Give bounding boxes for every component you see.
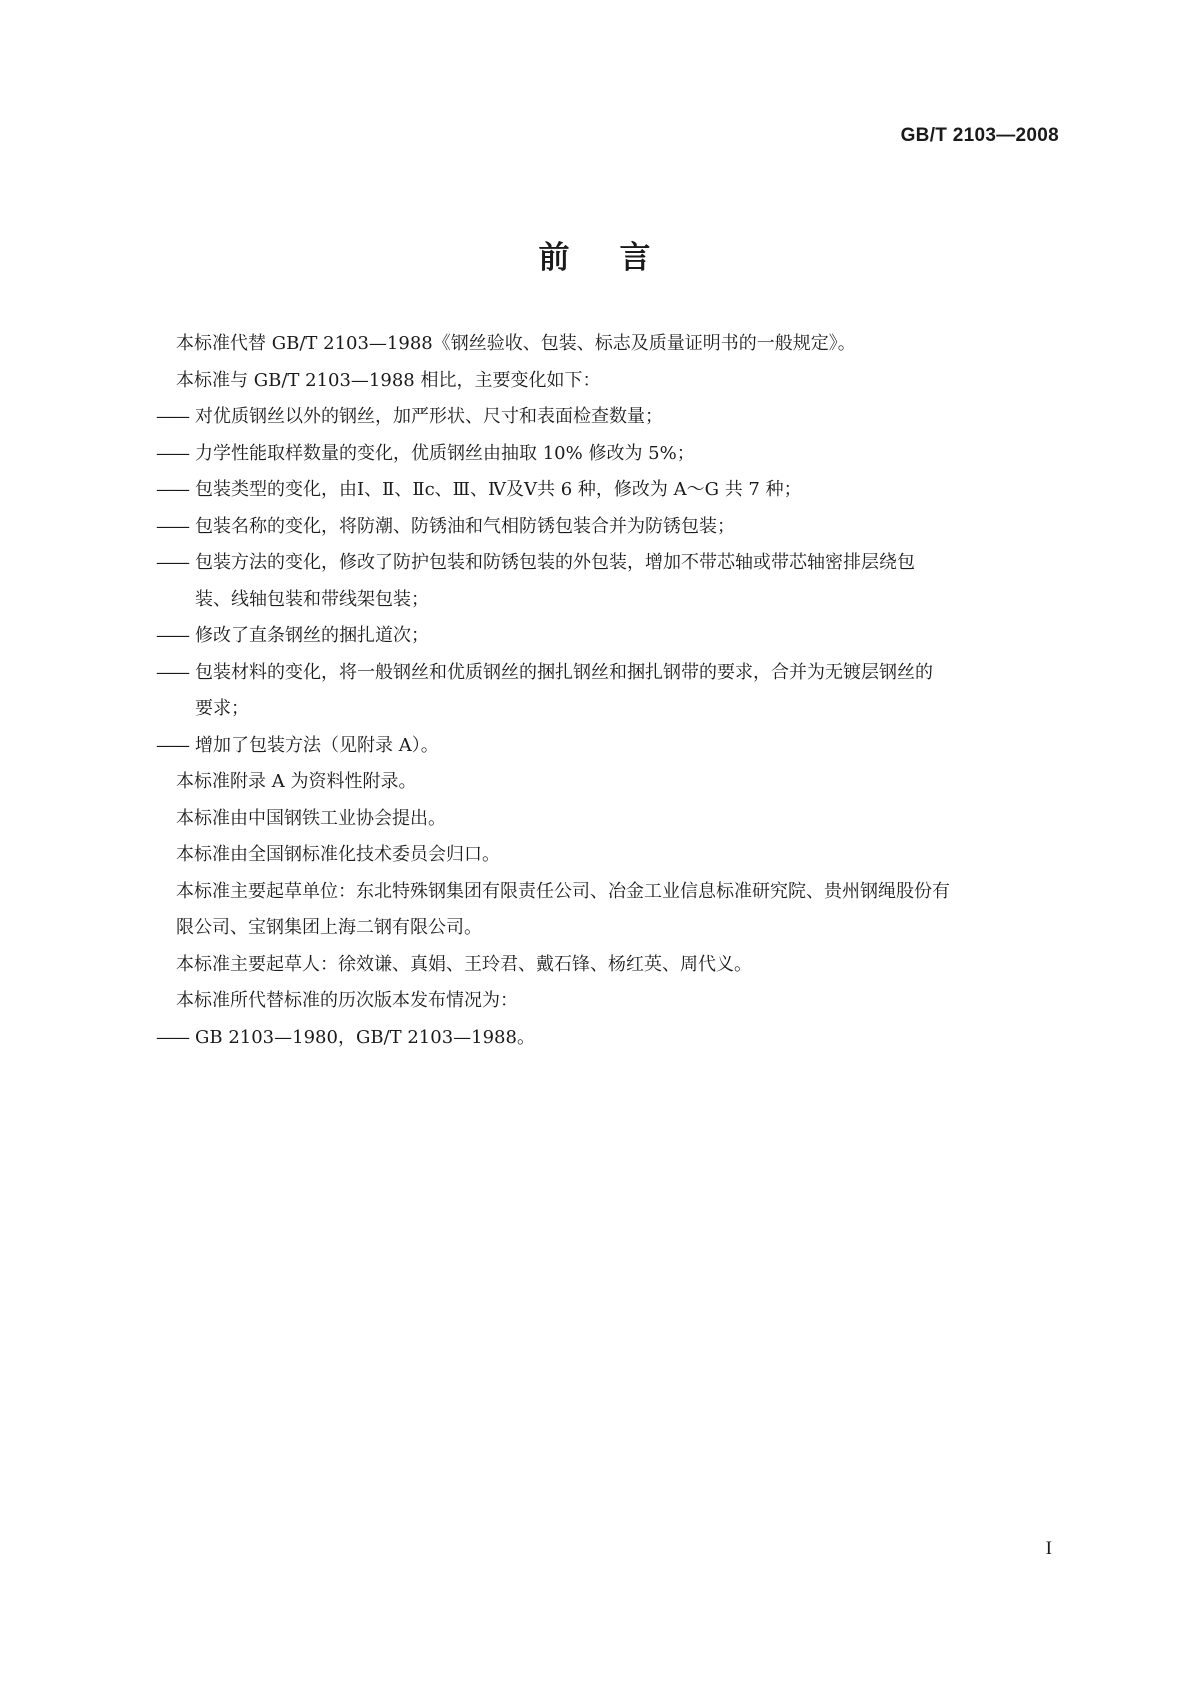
paragraph-drafters: 本标准主要起草人：徐效谦、真娟、王玲君、戴石锋、杨红英、周代义。 xyxy=(176,953,752,975)
list-item-text: 包装方法的变化，修改了防护包装和防锈包装的外包装，增加不带芯轴或带芯轴密排层绕包 xyxy=(195,552,915,573)
list-item-text: 包装名称的变化，将防潮、防锈油和气相防锈包装合并为防锈包装； xyxy=(195,515,735,537)
list-item xyxy=(156,472,1061,509)
dash-marker: —— xyxy=(156,661,188,683)
list-item-text: 增加了包装方法（见附录 A）。 xyxy=(195,734,439,756)
paragraph-responsible-committee: 本标准由全国钢标准化技术委员会归口。 xyxy=(176,844,500,865)
list-item xyxy=(156,655,1061,728)
paragraph-drafting-units-continued: 限公司、宝钢集团上海二钢有限公司。 xyxy=(176,917,482,938)
page-number: I xyxy=(1045,1538,1052,1559)
dash-marker: —— xyxy=(156,479,188,500)
list-item xyxy=(156,545,1061,618)
paragraph-appendix: 本标准附录 A 为资料性附录。 xyxy=(176,771,417,792)
dash-marker: —— xyxy=(156,442,188,464)
title-char-2: 言 xyxy=(619,240,653,276)
list-item xyxy=(156,618,1061,655)
foreword-body xyxy=(156,326,1061,1056)
history-item xyxy=(156,1020,1061,1057)
paragraph-proposer: 本标准由中国钢铁工业协会提出。 xyxy=(176,807,446,829)
paragraph-main-changes: 本标准与 GB/T 2103—1988 相比，主要变化如下： xyxy=(176,369,601,391)
dash-marker: —— xyxy=(156,406,188,427)
list-item xyxy=(156,436,1061,473)
list-item-text: 力学性能取样数量的变化，优质钢丝由抽取 10% 修改为 5%； xyxy=(195,442,695,464)
paragraph-replaces: 本标准代替 GB/T 2103—1988《钢丝验收、包装、标志及质量证明书的一般规定》。 xyxy=(176,333,856,354)
paragraph-drafting-units: 本标准主要起草单位：东北特殊钢集团有限责任公司、冶金工业信息标准研究院、贵州钢绳股份有 xyxy=(176,880,950,902)
list-item xyxy=(156,399,1061,436)
list-item xyxy=(156,509,1061,546)
dash-marker: —— xyxy=(156,552,188,573)
dash-marker: —— xyxy=(156,515,188,537)
document-code: GB/T 2103—2008 xyxy=(900,125,1059,146)
dash-marker: —— xyxy=(156,625,188,646)
list-item-continuation: 装、线轴包装和带线架包装； xyxy=(195,588,429,610)
dash-marker: —— xyxy=(156,1026,188,1048)
paragraph-history-intro: 本标准所代替标准的历次版本发布情况为： xyxy=(176,990,518,1011)
dash-marker: —— xyxy=(156,734,188,756)
list-item xyxy=(156,728,1061,765)
history-text: GB 2103—1980，GB/T 2103—1988。 xyxy=(195,1026,535,1048)
page-title xyxy=(0,232,1191,277)
list-item-text: 包装材料的变化，将一般钢丝和优质钢丝的捆扎钢丝和捆扎钢带的要求，合并为无镀层钢丝的 xyxy=(195,661,933,683)
list-item-continuation: 要求； xyxy=(195,698,249,719)
list-item-text: 修改了直条钢丝的捆扎道次； xyxy=(195,625,429,646)
list-item-text: 包装类型的变化，由Ⅰ、Ⅱ、Ⅱc、Ⅲ、Ⅳ及Ⅴ共 6 种，修改为 A～G 共 7 种； xyxy=(195,479,802,500)
list-item-text: 对优质钢丝以外的钢丝，加严形状、尺寸和表面检查数量； xyxy=(195,406,663,427)
title-char-1: 前 xyxy=(538,240,572,276)
